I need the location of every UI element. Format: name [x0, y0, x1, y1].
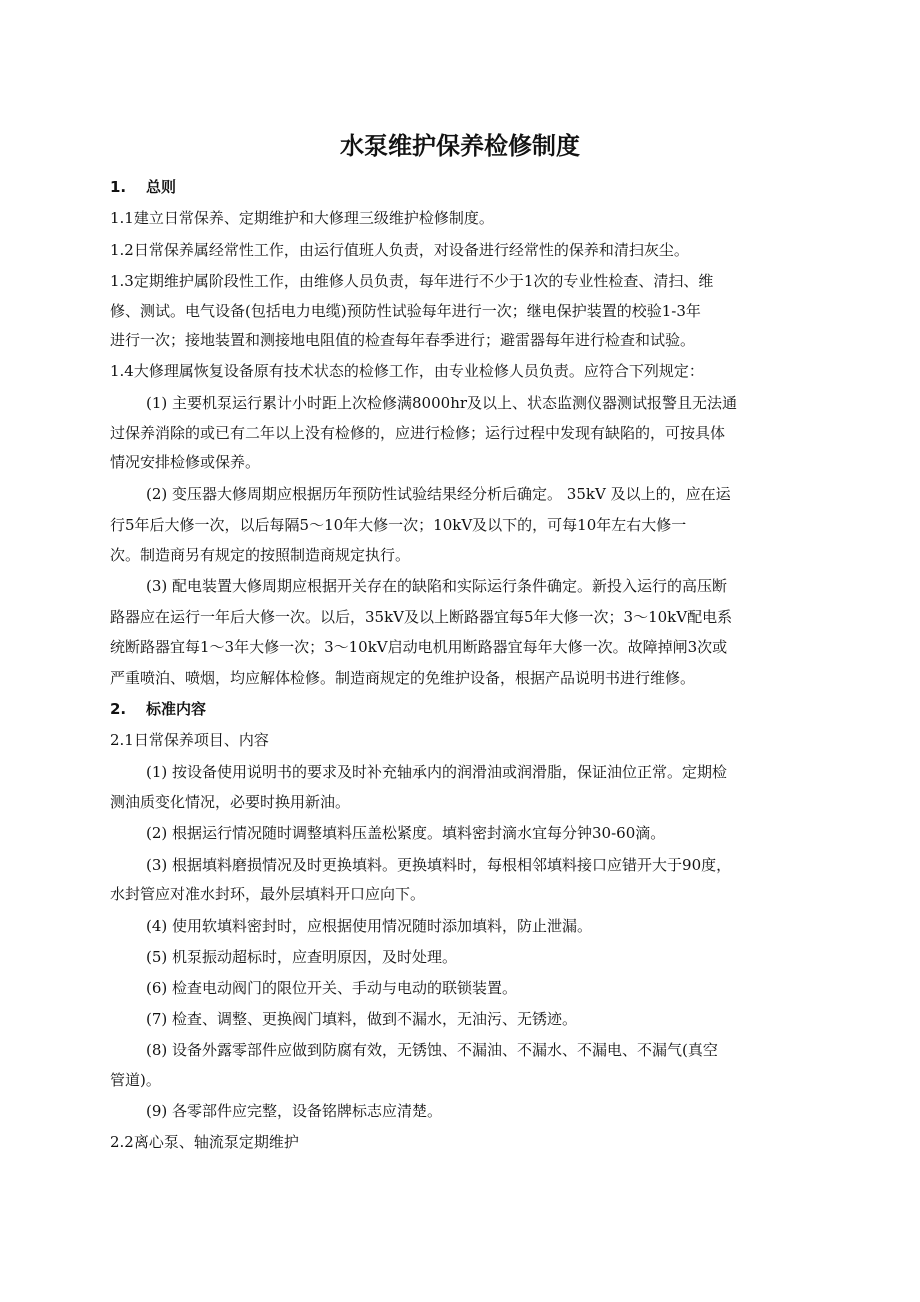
section-title: 总则 [146, 178, 177, 196]
list-item-line: (6) 检查电动阀门的限位开关、手动与电动的联锁装置。 [146, 979, 518, 997]
list-item-line: (9) 各零部件应完整，设备铭牌标志应清楚。 [146, 1102, 443, 1120]
section-heading [110, 172, 176, 202]
list-item-line: (2) 变压器大修周期应根据历年预防性试验结果经分析后确定。 35kV 及以上的，应在运 [146, 485, 731, 503]
paragraph-line: 2.1日常保养项目、内容 [110, 731, 269, 749]
list-item-line: (3) 配电装置大修周期应根据开关存在的缺陷和实际运行条件确定。新投入运行的高压断 [146, 577, 728, 595]
paragraph-line: 1.1建立日常保养、定期维护和大修理三级维护检修制度。 [110, 209, 494, 227]
list-item-line: (1) 按设备使用说明书的要求及时补充轴承内的润滑油或润滑脂，保证油位正常。定期检 [146, 763, 728, 781]
list-item-line: (4) 使用软填料密封时，应根据使用情况随时添加填料，防止泄漏。 [146, 917, 593, 935]
section-number: 2. [110, 700, 127, 718]
list-item-line: (1) 主要机泵运行累计小时距上次检修满8000hr及以上、状态监测仪器测试报警且无法通 [146, 394, 738, 412]
paragraph-line: 测油质变化情况，必要时换用新油。 [110, 793, 351, 811]
paragraph-line: 次。制造商另有规定的按照制造商规定执行。 [110, 546, 411, 564]
paragraph-line: 1.3定期维护属阶段性工作，由维修人员负责，每年进行不少于1次的专业性检查、清扫、维 [110, 272, 714, 290]
section-heading [110, 694, 206, 724]
paragraph-line: 修、测试。电气设备(包括电力电缆)预防性试验每年进行一次；继电保护装置的校验1-3年 [110, 302, 701, 320]
paragraph-line: 1.2日常保养属经常性工作，由运行值班人负责，对设备进行经常性的保养和清扫灰尘。 [110, 241, 689, 259]
paragraph-line: 行5年后大修一次，以后每隔5～10年大修一次；10kV及以下的，可每10年左右大修一 [110, 516, 687, 534]
paragraph-line: 水封管应对准水封环，最外层填料开口应向下。 [110, 885, 426, 903]
paragraph-line: 情况安排检修或保养。 [110, 453, 261, 471]
section-title: 标准内容 [146, 700, 207, 718]
paragraph-line: 统断路器宜每1～3年大修一次；3～10kV启动电机用断路器宜每年大修一次。故障掉闸3次或 [110, 638, 728, 656]
paragraph-line: 路器应在运行一年后大修一次。以后，35kV及以上断路器宜每5年大修一次；3～10kV配电系 [110, 608, 733, 626]
list-item-line: (3) 根据填料磨损情况及时更换填料。更换填料时，每根相邻填料接口应错开大于90度， [146, 856, 732, 874]
paragraph-line: 1.4大修理属恢复设备原有技术状态的检修工作，由专业检修人员负责。应符合下列规定： [110, 362, 704, 380]
paragraph-line: 进行一次；接地装置和测接地电阻值的检查每年春季进行；避雷器每年进行检查和试验。 [110, 331, 696, 349]
paragraph-line: 严重喷泊、喷烟，均应解体检修。制造商规定的免维护设备，根据产品说明书进行维修。 [110, 669, 696, 687]
list-item-line: (2) 根据运行情况随时调整填料压盖松紧度。填料密封滴水宜每分钟30-60滴。 [146, 824, 666, 842]
section-number: 1. [110, 178, 127, 196]
document-title: 水泵维护保养检修制度 [340, 132, 580, 160]
paragraph-line: 2.2离心泵、轴流泵定期维护 [110, 1133, 299, 1151]
paragraph-line: 过保养消除的或已有二年以上没有检修的，应进行检修；运行过程中发现有缺陷的，可按具体 [110, 424, 726, 442]
list-item-line: (5) 机泵振动超标时，应查明原因，及时处理。 [146, 948, 458, 966]
list-item-line: (7) 检查、调整、更换阀门填料，做到不漏水，无油污、无锈迹。 [146, 1010, 578, 1028]
list-item-line: (8) 设备外露零部件应做到防腐有效，无锈蚀、不漏油、不漏水、不漏电、不漏气(真空 [146, 1041, 718, 1059]
paragraph-line: 管道)。 [110, 1071, 161, 1089]
